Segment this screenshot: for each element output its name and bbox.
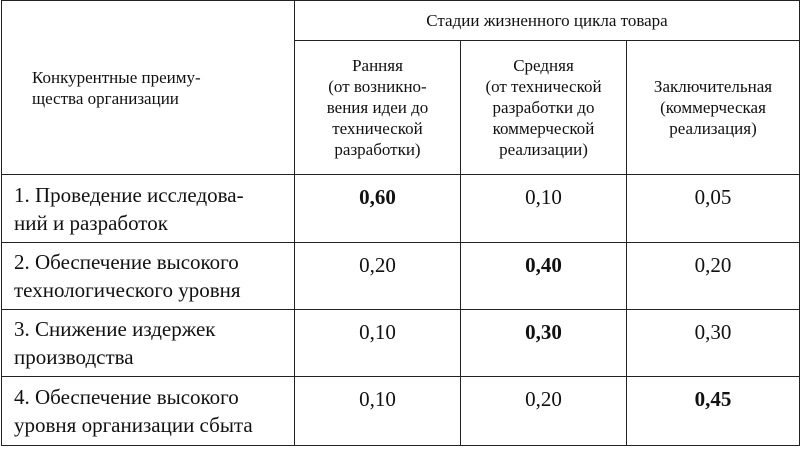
- row-label: 3. Снижение издержек производства: [2, 310, 295, 377]
- table-row: [2, 377, 800, 446]
- value-cell: 0,45: [627, 377, 800, 446]
- header-stage-group: Стадии жизненного цикла товара: [295, 1, 800, 41]
- row-label: 1. Проведение исследова- ний и разработок: [2, 175, 295, 243]
- header-stage-middle: Средняя (от технической разработки до коммерческой реализации): [461, 41, 627, 175]
- header-advantages: Конкурентные преиму- щества организации: [2, 1, 295, 175]
- header-row-top: [2, 1, 800, 41]
- table-row: [2, 243, 800, 310]
- value-cell: 0,30: [461, 310, 627, 377]
- value-cell: 0,20: [295, 243, 461, 310]
- value-cell: 0,60: [295, 175, 461, 243]
- value-cell: 0,10: [461, 175, 627, 243]
- table-row: [2, 310, 800, 377]
- stage-advantage-table: [1, 0, 800, 446]
- value-cell: 0,30: [627, 310, 800, 377]
- value-cell: 0,20: [627, 243, 800, 310]
- value-cell: 0,10: [295, 377, 461, 446]
- value-cell: 0,20: [461, 377, 627, 446]
- header-stage-final: Заключительная (коммерческая реализация): [627, 41, 800, 175]
- value-cell: 0,05: [627, 175, 800, 243]
- table-row: [2, 175, 800, 243]
- value-cell: 0,10: [295, 310, 461, 377]
- value-cell: 0,40: [461, 243, 627, 310]
- header-stage-early: Ранняя (от возникно- вения идеи до технической разработки): [295, 41, 461, 175]
- row-label: 4. Обеспечение высокого уровня организации сбыта: [2, 377, 295, 446]
- row-label: 2. Обеспечение высокого технологического уровня: [2, 243, 295, 310]
